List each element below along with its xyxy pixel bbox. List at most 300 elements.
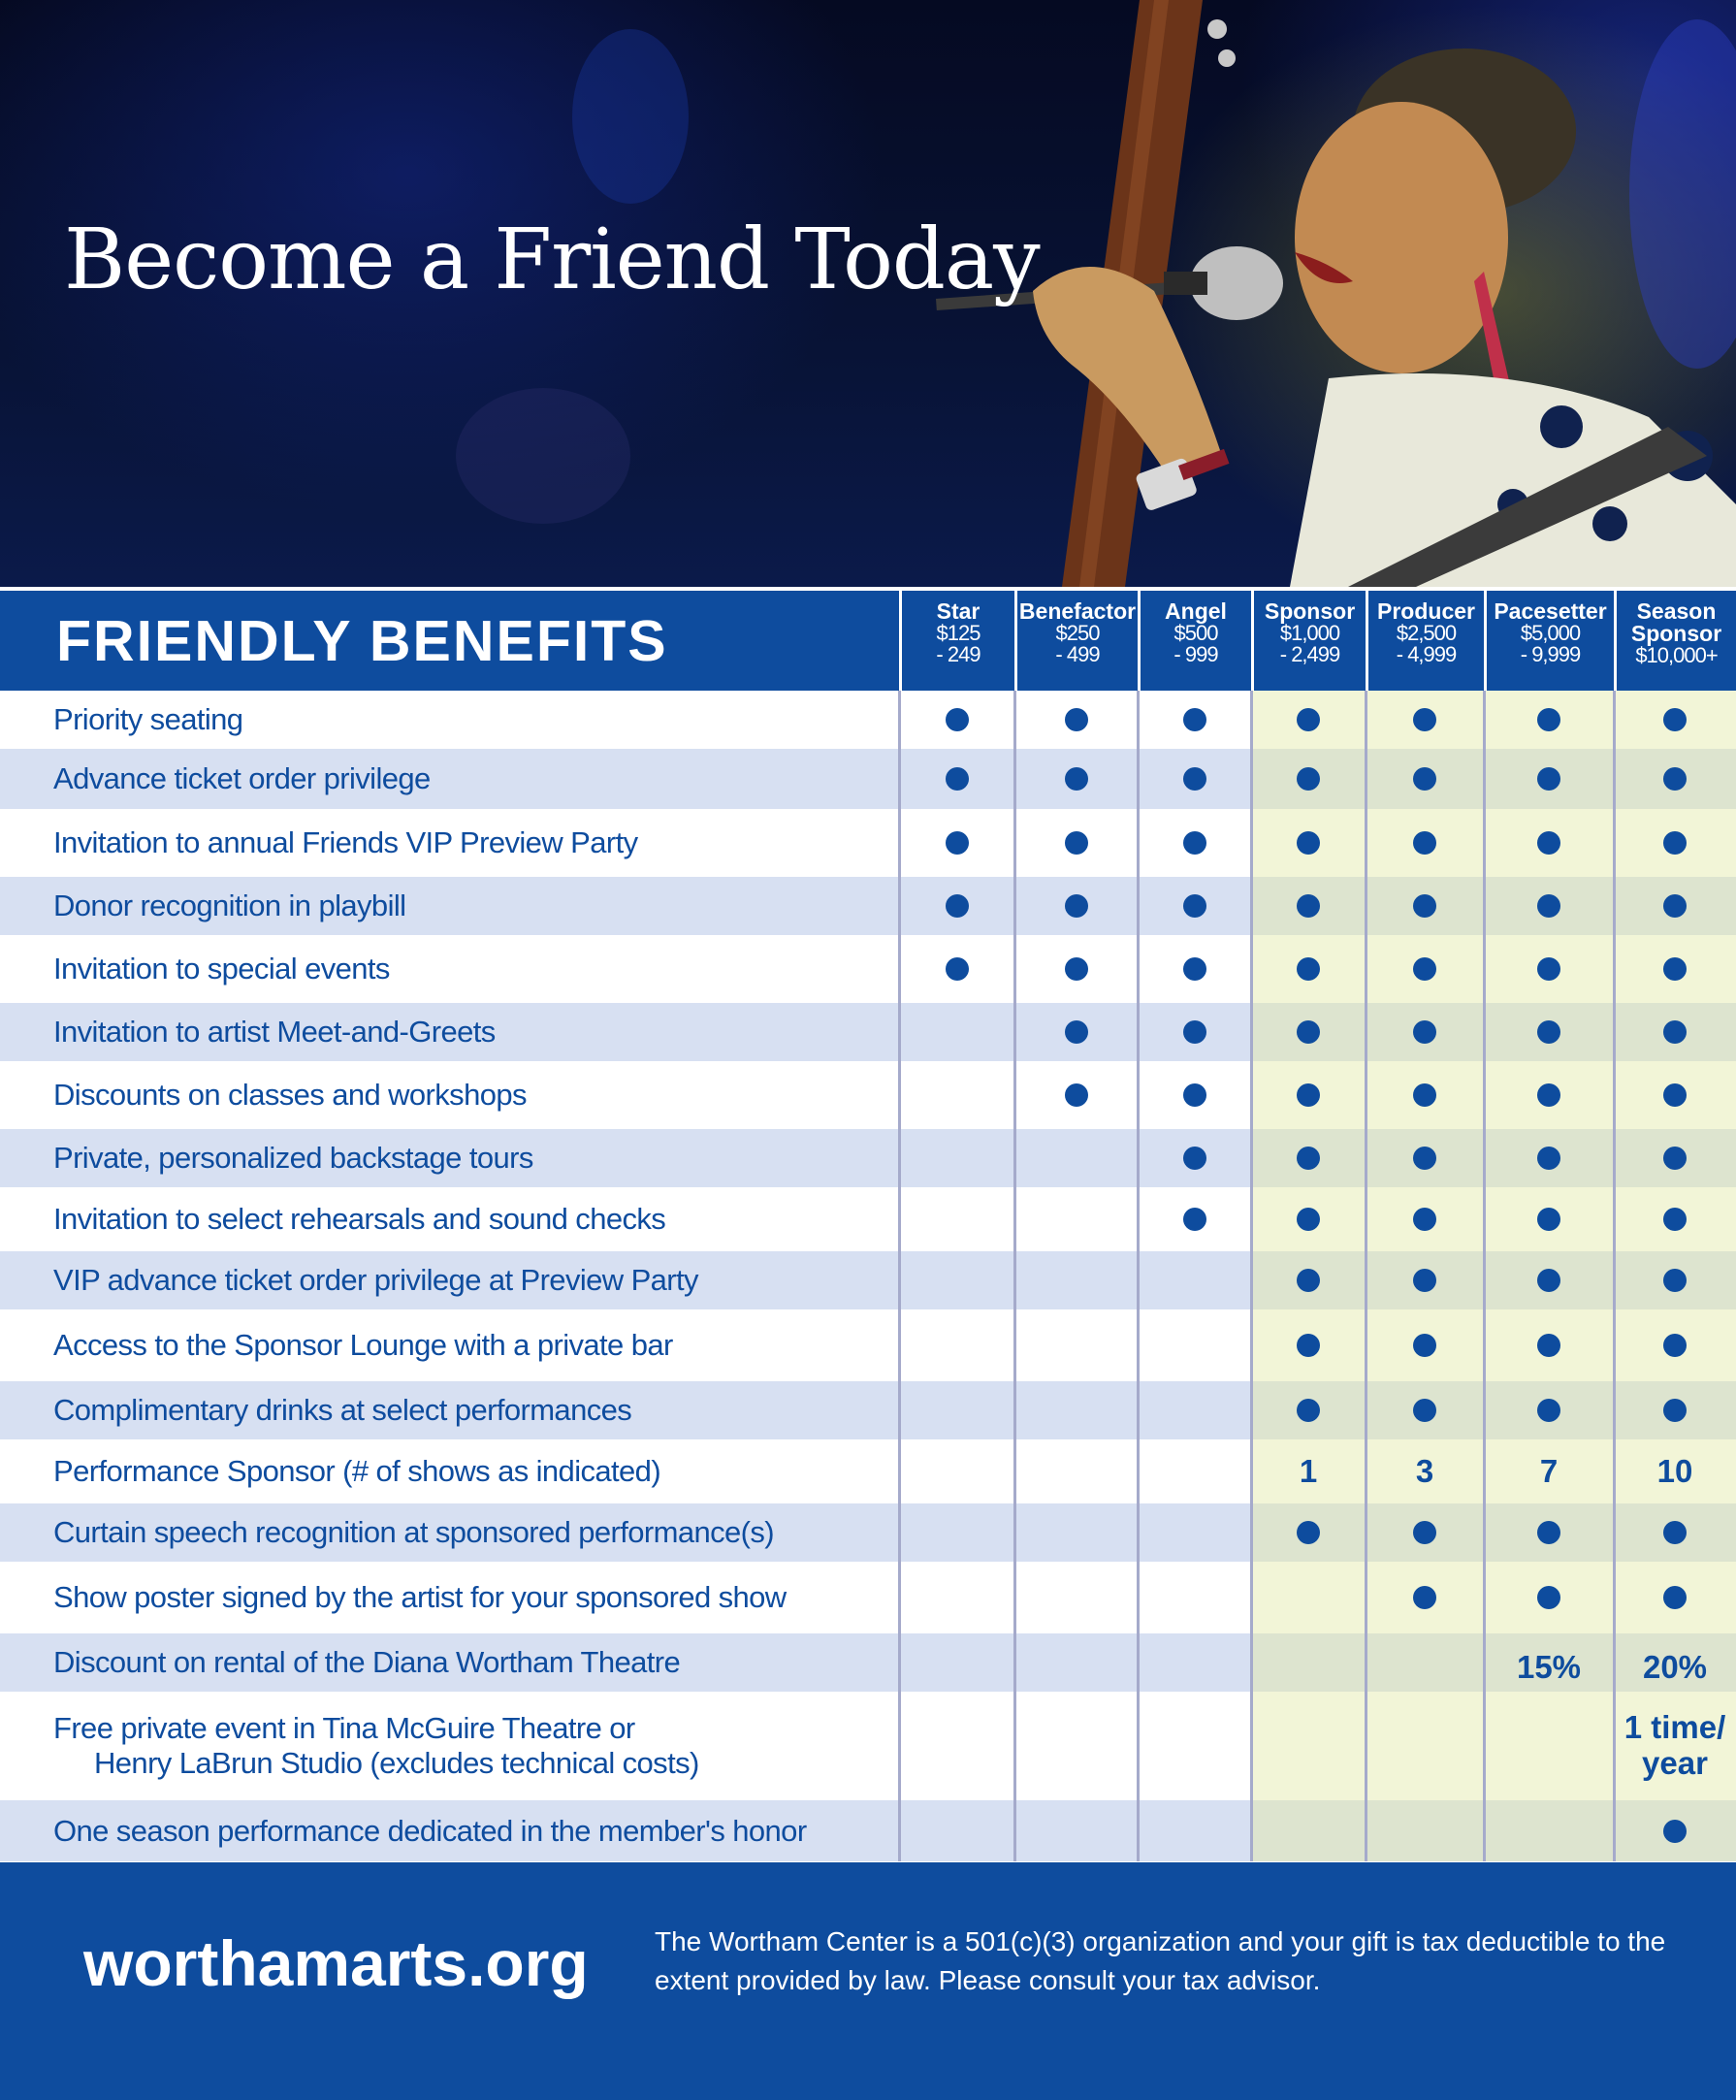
included-dot-icon xyxy=(1297,1147,1320,1170)
included-dot-icon xyxy=(1413,894,1436,918)
benefit-label xyxy=(53,935,390,1003)
benefit-cell xyxy=(1484,1439,1614,1503)
column-divider xyxy=(898,691,901,1861)
benefit-cell xyxy=(1614,877,1736,935)
included-dot-icon xyxy=(1297,1334,1320,1357)
benefit-cell xyxy=(899,1381,1014,1439)
tier-price-line: $10,000+ xyxy=(1635,643,1718,667)
table-row xyxy=(0,1800,1736,1861)
included-dot-icon xyxy=(1663,1208,1687,1231)
benefit-cell xyxy=(1251,809,1366,877)
benefit-cell xyxy=(1138,935,1251,1003)
benefit-value: 10 xyxy=(1656,1452,1693,1489)
included-dot-icon xyxy=(1413,767,1436,791)
benefit-cell xyxy=(899,749,1014,809)
benefit-label-line: Henry LaBrun Studio (excludes technical costs) xyxy=(94,1746,699,1780)
benefit-label-line: Curtain speech recognition at sponsored performance(s) xyxy=(53,1515,775,1549)
benefit-cell xyxy=(899,1187,1014,1251)
included-dot-icon xyxy=(1413,1521,1436,1544)
benefit-cell xyxy=(1484,1003,1614,1061)
benefit-cell xyxy=(1014,1309,1138,1381)
benefit-label-line: Private, personalized backstage tours xyxy=(53,1141,533,1175)
column-divider xyxy=(1250,691,1253,1861)
included-dot-icon xyxy=(946,894,969,918)
included-dot-icon xyxy=(1537,831,1560,855)
benefit-cell xyxy=(899,1251,1014,1309)
benefit-cell xyxy=(1138,1309,1251,1381)
benefit-cell xyxy=(1138,1503,1251,1562)
benefit-cell xyxy=(1614,1800,1736,1861)
benefit-cell xyxy=(1614,1503,1736,1562)
table-row xyxy=(0,1562,1736,1633)
tax-disclaimer: The Wortham Center is a 501(c)(3) organization and your gift is tax deductible to the extent provided by law. Please consult your tax advisor. xyxy=(655,1926,1666,1995)
benefit-label xyxy=(53,1381,631,1439)
included-dot-icon xyxy=(1297,1399,1320,1422)
table-row xyxy=(0,1503,1736,1562)
benefit-cell xyxy=(1251,1003,1366,1061)
included-dot-icon xyxy=(1297,1020,1320,1044)
included-dot-icon xyxy=(1297,831,1320,855)
benefit-cell xyxy=(1366,1381,1484,1439)
included-dot-icon xyxy=(1663,708,1687,731)
included-dot-icon xyxy=(1537,957,1560,981)
benefit-cell xyxy=(899,1562,1014,1633)
benefit-cell xyxy=(1614,1381,1736,1439)
included-dot-icon xyxy=(1297,957,1320,981)
included-dot-icon xyxy=(1663,1586,1687,1609)
column-divider xyxy=(1365,691,1367,1861)
included-dot-icon xyxy=(1183,1083,1206,1107)
benefit-cell xyxy=(1366,877,1484,935)
benefit-cell xyxy=(899,1439,1014,1503)
benefit-cell xyxy=(1614,1309,1736,1381)
benefit-cell xyxy=(1014,749,1138,809)
table-row xyxy=(0,1309,1736,1381)
benefit-cell xyxy=(1014,1692,1138,1800)
benefit-cell xyxy=(1014,1439,1138,1503)
benefit-label xyxy=(53,1562,787,1633)
included-dot-icon xyxy=(1663,1147,1687,1170)
benefit-label-line: Discount on rental of the Diana Wortham Theatre xyxy=(53,1645,681,1679)
table-row xyxy=(0,1251,1736,1309)
benefit-label-line: Performance Sponsor (# of shows as indicated) xyxy=(53,1454,661,1488)
included-dot-icon xyxy=(1537,708,1560,731)
benefit-label-line: Access to the Sponsor Lounge with a private bar xyxy=(53,1328,673,1362)
column-divider xyxy=(1483,691,1486,1861)
benefit-label xyxy=(53,809,637,877)
benefit-cell xyxy=(1014,1061,1138,1129)
benefits-table xyxy=(0,587,1736,1861)
table-row xyxy=(0,1187,1736,1251)
included-dot-icon xyxy=(1297,767,1320,791)
benefit-cell xyxy=(1251,1562,1366,1633)
benefit-cell xyxy=(1138,1251,1251,1309)
table-row xyxy=(0,877,1736,935)
benefit-label xyxy=(53,1003,496,1061)
benefit-label xyxy=(53,1061,527,1129)
tier-name: Pacesetter xyxy=(1494,598,1607,624)
benefit-cell xyxy=(899,877,1014,935)
included-dot-icon xyxy=(946,957,969,981)
included-dot-icon xyxy=(1065,767,1088,791)
tier-header xyxy=(1138,591,1251,691)
table-body xyxy=(0,691,1736,1861)
benefit-cell xyxy=(1614,935,1736,1003)
benefit-cell xyxy=(1484,1251,1614,1309)
benefit-cell xyxy=(1366,809,1484,877)
tier-price-line: - 999 xyxy=(1173,642,1218,666)
benefit-cell xyxy=(899,1633,1014,1692)
benefit-cell xyxy=(1014,877,1138,935)
included-dot-icon xyxy=(1663,1334,1687,1357)
benefit-value: 1 time/ xyxy=(1623,1709,1726,1746)
benefit-cell xyxy=(1366,1692,1484,1800)
included-dot-icon xyxy=(1413,1147,1436,1170)
tier-price-line: - 9,999 xyxy=(1520,642,1581,666)
benefit-cell xyxy=(1251,1503,1366,1562)
included-dot-icon xyxy=(1663,1269,1687,1292)
benefit-label xyxy=(53,749,431,809)
table-row xyxy=(0,809,1736,877)
benefit-cell xyxy=(1014,935,1138,1003)
benefit-cell xyxy=(1366,1309,1484,1381)
included-dot-icon xyxy=(1183,1208,1206,1231)
tier-name: Producer xyxy=(1377,598,1475,624)
benefit-label-line: Donor recognition in playbill xyxy=(53,888,406,922)
included-dot-icon xyxy=(1537,1334,1560,1357)
benefit-cell xyxy=(899,1003,1014,1061)
included-dot-icon xyxy=(1663,1399,1687,1422)
column-divider xyxy=(1013,691,1016,1861)
table-row xyxy=(0,1129,1736,1187)
included-dot-icon xyxy=(1663,1820,1687,1843)
included-dot-icon xyxy=(1537,1269,1560,1292)
tier-price-line: - 249 xyxy=(936,642,981,666)
tier-price-line: Sponsor xyxy=(1630,621,1722,646)
benefit-cell xyxy=(1138,1003,1251,1061)
benefit-cell xyxy=(1614,1633,1736,1692)
benefit-cell xyxy=(1366,1129,1484,1187)
benefit-cell xyxy=(899,1692,1014,1800)
included-dot-icon xyxy=(1183,767,1206,791)
benefit-label xyxy=(53,1503,774,1562)
benefit-label-line: Free private event in Tina McGuire Theatre or xyxy=(53,1711,635,1745)
included-dot-icon xyxy=(1183,1147,1206,1170)
benefit-cell xyxy=(1484,1692,1614,1800)
benefit-cell xyxy=(1484,1129,1614,1187)
benefit-value: 1 xyxy=(1299,1452,1318,1489)
included-dot-icon xyxy=(1537,1399,1560,1422)
benefit-value: year xyxy=(1642,1745,1708,1781)
tier-name: Angel xyxy=(1165,598,1227,624)
benefit-cell xyxy=(1366,1439,1484,1503)
benefit-cell xyxy=(1614,1439,1736,1503)
benefit-cell xyxy=(1614,1692,1736,1800)
included-dot-icon xyxy=(1537,1208,1560,1231)
benefit-cell xyxy=(1014,1129,1138,1187)
included-dot-icon xyxy=(1297,1208,1320,1231)
included-dot-icon xyxy=(1663,957,1687,981)
tier-price-line: $250 xyxy=(1055,621,1100,645)
included-dot-icon xyxy=(1537,1083,1560,1107)
table-row xyxy=(0,749,1736,809)
included-dot-icon xyxy=(1413,831,1436,855)
benefit-cell xyxy=(1014,691,1138,749)
benefit-cell xyxy=(1484,1381,1614,1439)
footer xyxy=(0,1862,1736,2100)
benefit-cell xyxy=(899,691,1014,749)
benefit-cell xyxy=(1484,935,1614,1003)
column-divider xyxy=(1613,691,1616,1861)
included-dot-icon xyxy=(1183,1020,1206,1044)
included-dot-icon xyxy=(1065,894,1088,918)
benefit-cell xyxy=(899,809,1014,877)
benefit-cell xyxy=(899,1800,1014,1861)
benefit-cell xyxy=(1251,1129,1366,1187)
hero-banner xyxy=(0,0,1736,587)
benefit-label xyxy=(53,1309,673,1381)
included-dot-icon xyxy=(1065,957,1088,981)
benefit-cell xyxy=(1251,749,1366,809)
benefit-cell xyxy=(1138,809,1251,877)
tier-price-line: $500 xyxy=(1173,621,1218,645)
benefit-cell xyxy=(1014,1251,1138,1309)
tier-price-line: $2,500 xyxy=(1396,621,1457,645)
benefit-cell xyxy=(1614,1061,1736,1129)
benefit-cell xyxy=(1251,1692,1366,1800)
tier-name: Season xyxy=(1636,598,1717,624)
benefit-label xyxy=(53,877,405,935)
benefit-cell xyxy=(1138,691,1251,749)
table-row xyxy=(0,1439,1736,1503)
included-dot-icon xyxy=(1663,1083,1687,1107)
benefit-label-line: Invitation to special events xyxy=(53,952,390,985)
included-dot-icon xyxy=(1413,1020,1436,1044)
included-dot-icon xyxy=(1413,1334,1436,1357)
included-dot-icon xyxy=(1663,767,1687,791)
table-row xyxy=(0,1061,1736,1129)
benefit-cell xyxy=(1014,1003,1138,1061)
benefit-label xyxy=(53,1633,680,1692)
benefit-cell xyxy=(1484,1633,1614,1692)
benefit-cell xyxy=(1484,1309,1614,1381)
benefit-cell xyxy=(1251,1061,1366,1129)
benefit-cell xyxy=(1484,1187,1614,1251)
benefit-label-line: Show poster signed by the artist for your sponsored show xyxy=(53,1580,787,1614)
benefit-label xyxy=(53,1129,533,1187)
included-dot-icon xyxy=(1297,894,1320,918)
tier-price-line: $5,000 xyxy=(1520,621,1581,645)
benefit-cell xyxy=(1484,1800,1614,1861)
benefit-cell xyxy=(1366,749,1484,809)
benefit-cell xyxy=(1366,1503,1484,1562)
benefit-cell xyxy=(1251,935,1366,1003)
benefit-cell xyxy=(1614,1562,1736,1633)
tier-name: Benefactor xyxy=(1018,598,1137,624)
benefit-cell xyxy=(1366,1187,1484,1251)
benefit-cell xyxy=(1614,1251,1736,1309)
website-link[interactable]: worthamarts.org xyxy=(83,1927,589,1999)
included-dot-icon xyxy=(1297,1269,1320,1292)
benefit-label xyxy=(53,1251,698,1309)
included-dot-icon xyxy=(1065,708,1088,731)
benefit-cell xyxy=(1251,1800,1366,1861)
tier-price-line: $125 xyxy=(936,621,981,645)
included-dot-icon xyxy=(1537,1521,1560,1544)
tier-price-line: - 2,499 xyxy=(1279,642,1340,666)
benefit-cell xyxy=(1014,1633,1138,1692)
included-dot-icon xyxy=(946,708,969,731)
benefit-cell xyxy=(1014,1503,1138,1562)
benefit-cell xyxy=(1614,1003,1736,1061)
benefit-cell xyxy=(899,1309,1014,1381)
benefit-cell xyxy=(1138,1061,1251,1129)
benefit-label-line: Invitation to annual Friends VIP Preview Party xyxy=(53,825,638,859)
benefit-label-line: Priority seating xyxy=(53,702,243,736)
tier-header xyxy=(899,591,1014,691)
benefit-label-line: Invitation to select rehearsals and sound checks xyxy=(53,1202,666,1236)
included-dot-icon xyxy=(1413,1586,1436,1609)
benefit-label xyxy=(53,1800,807,1861)
benefit-cell xyxy=(1484,809,1614,877)
benefit-cell xyxy=(1366,1562,1484,1633)
benefit-cell xyxy=(1014,1562,1138,1633)
benefit-value: 3 xyxy=(1415,1452,1434,1489)
benefit-cell xyxy=(1251,1187,1366,1251)
benefit-cell xyxy=(1366,1251,1484,1309)
table-row xyxy=(0,691,1736,749)
benefit-cell xyxy=(1614,691,1736,749)
benefit-cell xyxy=(1014,809,1138,877)
table-row xyxy=(0,935,1736,1003)
benefit-cell xyxy=(1014,1187,1138,1251)
benefit-value: 15% xyxy=(1516,1648,1582,1685)
tier-header xyxy=(1614,591,1736,691)
benefit-cell xyxy=(1366,1061,1484,1129)
benefit-cell xyxy=(1251,1381,1366,1439)
included-dot-icon xyxy=(1537,1586,1560,1609)
tier-header xyxy=(1366,591,1484,691)
table-row xyxy=(0,1003,1736,1061)
benefit-cell xyxy=(1484,1061,1614,1129)
benefit-cell xyxy=(899,1503,1014,1562)
included-dot-icon xyxy=(1297,1083,1320,1107)
benefit-cell xyxy=(899,1129,1014,1187)
included-dot-icon xyxy=(1413,1269,1436,1292)
benefit-cell xyxy=(1614,809,1736,877)
benefit-label-line: VIP advance ticket order privilege at Preview Party xyxy=(53,1263,698,1297)
included-dot-icon xyxy=(1183,894,1206,918)
benefit-cell xyxy=(1366,935,1484,1003)
included-dot-icon xyxy=(1663,1521,1687,1544)
benefit-cell xyxy=(1138,1800,1251,1861)
benefit-label xyxy=(53,691,242,749)
benefit-cell xyxy=(1138,877,1251,935)
benefit-label xyxy=(53,1692,699,1800)
tier-header xyxy=(1014,591,1138,691)
benefit-label-line: Complimentary drinks at select performances xyxy=(53,1393,632,1427)
table-heading: FRIENDLY BENEFITS xyxy=(56,609,668,673)
table-header xyxy=(0,587,1736,691)
benefit-cell xyxy=(1138,749,1251,809)
included-dot-icon xyxy=(1413,1208,1436,1231)
included-dot-icon xyxy=(1663,894,1687,918)
benefit-cell xyxy=(1138,1562,1251,1633)
tier-name: Star xyxy=(936,598,981,624)
included-dot-icon xyxy=(1413,1399,1436,1422)
benefit-label-line: Discounts on classes and workshops xyxy=(53,1078,527,1112)
table-row xyxy=(0,1692,1736,1800)
included-dot-icon xyxy=(1183,831,1206,855)
included-dot-icon xyxy=(1297,1521,1320,1544)
included-dot-icon xyxy=(1413,957,1436,981)
included-dot-icon xyxy=(946,831,969,855)
table-row xyxy=(0,1381,1736,1439)
included-dot-icon xyxy=(1183,708,1206,731)
benefit-cell xyxy=(1138,1692,1251,1800)
benefit-cell xyxy=(1138,1633,1251,1692)
benefit-cell xyxy=(899,1061,1014,1129)
benefit-label-line: One season performance dedicated in the member's honor xyxy=(53,1813,807,1848)
included-dot-icon xyxy=(1537,1020,1560,1044)
benefit-cell xyxy=(1366,691,1484,749)
tier-header xyxy=(1251,591,1366,691)
included-dot-icon xyxy=(1297,708,1320,731)
benefit-cell xyxy=(1251,1439,1366,1503)
benefit-value: 7 xyxy=(1539,1452,1559,1489)
included-dot-icon xyxy=(1537,767,1560,791)
included-dot-icon xyxy=(1065,1083,1088,1107)
table-row xyxy=(0,1633,1736,1692)
included-dot-icon xyxy=(1065,831,1088,855)
included-dot-icon xyxy=(1663,831,1687,855)
benefit-cell xyxy=(1484,1562,1614,1633)
included-dot-icon xyxy=(1663,1020,1687,1044)
benefit-cell xyxy=(1484,691,1614,749)
included-dot-icon xyxy=(1183,957,1206,981)
tier-price-line: - 499 xyxy=(1055,642,1100,666)
benefit-cell xyxy=(1484,877,1614,935)
benefit-cell xyxy=(1251,691,1366,749)
tier-name: Sponsor xyxy=(1264,598,1356,624)
tier-price-line: - 4,999 xyxy=(1396,642,1457,666)
included-dot-icon xyxy=(1413,708,1436,731)
benefit-cell xyxy=(899,935,1014,1003)
benefit-cell xyxy=(1251,1633,1366,1692)
benefit-value: 20% xyxy=(1642,1648,1708,1685)
included-dot-icon xyxy=(946,767,969,791)
benefit-cell xyxy=(1138,1381,1251,1439)
benefit-label-line: Advance ticket order privilege xyxy=(53,761,431,795)
included-dot-icon xyxy=(1413,1083,1436,1107)
benefit-cell xyxy=(1366,1800,1484,1861)
column-divider xyxy=(1137,691,1140,1861)
benefit-cell xyxy=(1614,1129,1736,1187)
benefit-cell xyxy=(1138,1439,1251,1503)
included-dot-icon xyxy=(1065,1020,1088,1044)
benefit-cell xyxy=(1484,1503,1614,1562)
benefit-cell xyxy=(1014,1800,1138,1861)
benefit-cell xyxy=(1251,877,1366,935)
included-dot-icon xyxy=(1537,894,1560,918)
benefit-cell xyxy=(1484,749,1614,809)
hero-title: Become a Friend Today xyxy=(64,211,1040,308)
benefit-label xyxy=(53,1187,665,1251)
benefit-cell xyxy=(1366,1003,1484,1061)
tier-price-line: $1,000 xyxy=(1279,621,1340,645)
benefit-cell xyxy=(1138,1187,1251,1251)
benefit-cell xyxy=(1614,1187,1736,1251)
